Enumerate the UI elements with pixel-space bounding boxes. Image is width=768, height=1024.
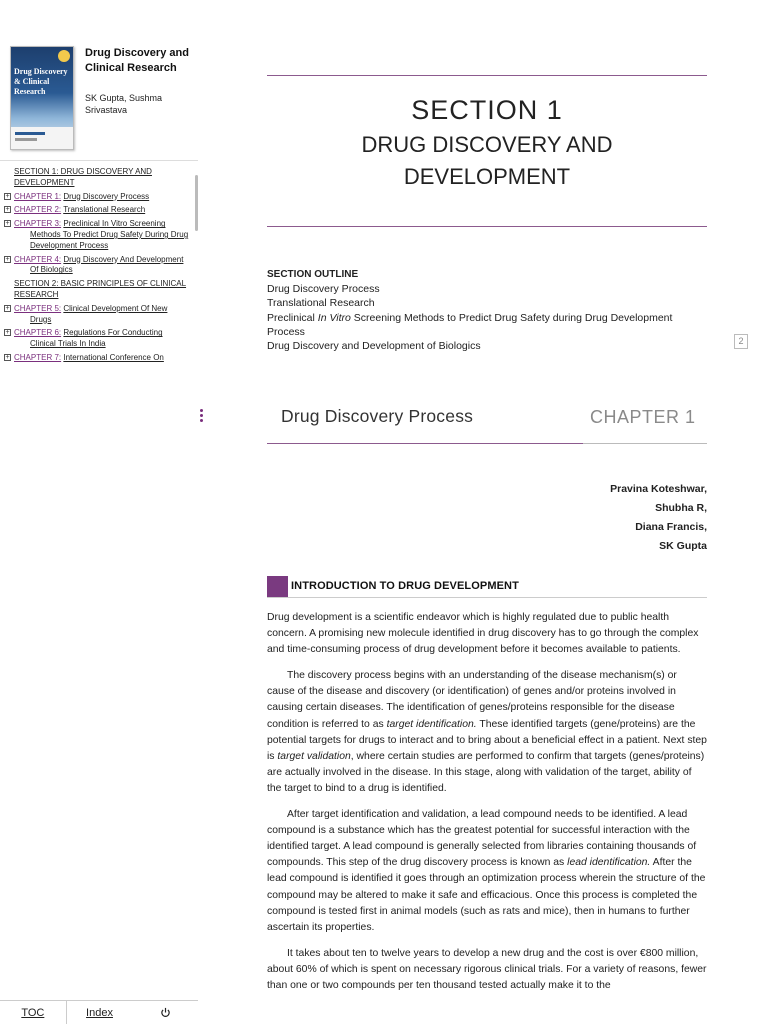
- chapter-body: [267, 610, 707, 1004]
- intro-heading: INTRODUCTION TO DRUG DEVELOPMENT: [291, 580, 519, 592]
- toc-chapter-4[interactable]: + CHAPTER 4: Drug Discovery And Development Of Biologics: [5, 254, 184, 275]
- book-title: Drug Discovery and Clinical Research: [85, 47, 189, 74]
- section-number: SECTION 1: [411, 95, 563, 125]
- expand-icon[interactable]: +: [5, 206, 10, 214]
- cover-title: Drug Discovery & Clinical Research: [14, 67, 68, 96]
- author-name: SK Gupta: [659, 540, 707, 552]
- toc-chapter-6[interactable]: + CHAPTER 6: Regulations For Conducting Clinical Trials In India: [5, 328, 163, 349]
- outline-item: Preclinical In Vitro Screening Methods to Predict Drug Safety during Drug Development Process: [267, 311, 673, 338]
- book-authors: SK Gupta, Sushma Srivastava: [85, 93, 163, 115]
- outline-item: Translational Research: [267, 297, 375, 310]
- expand-icon[interactable]: +: [5, 304, 10, 312]
- bottom-nav: [0, 1000, 198, 1024]
- paragraph: The discovery process begins with an understanding of the disease mechanism(s) or cause of the disease and discovery (or identification) of genes and/or proteins involved in causing certain diseases. The identification of genes/proteins responsible for the disease condition is referred to as target identification. These identified targets (gene/proteins) are the potential targets for drugs to interact and to bring about a beneficial effect in a patient. Next step is target validation, where certain studies are performed to confirm that targets (genes/proteins) are actually involved in the disease. In this stage, along with validation of the target, ability of the target to bind to a drug is identified.: [267, 670, 707, 794]
- outline-item: Drug Discovery Process: [267, 283, 380, 296]
- paragraph: It takes about ten to twelve years to develop a new drug and the cost is over €800 million, about 60% of which is spent on necessary rigorous clinical trials. For a variety of reasons, fewer than one or two compounds per ten thousand tested actually make it to the: [267, 947, 707, 991]
- outline-heading: SECTION OUTLINE: [267, 269, 359, 280]
- heading-marker-icon: [267, 576, 288, 597]
- cover-footer: [11, 127, 73, 149]
- expand-icon[interactable]: +: [5, 255, 10, 263]
- expand-icon[interactable]: +: [5, 220, 10, 228]
- toc-chapter-2[interactable]: + CHAPTER 2: Translational Research: [5, 205, 146, 215]
- toc-panel[interactable]: [0, 160, 198, 364]
- sidebar: [0, 0, 200, 1024]
- toc-chapter-3[interactable]: + CHAPTER 3: Preclinical In Vitro Screening Methods To Predict Drug Safety During Drug Development Process: [5, 219, 189, 250]
- toc-section-1[interactable]: SECTION 1: DRUG DISCOVERY AND DEVELOPMENT: [14, 167, 152, 187]
- expand-icon[interactable]: +: [5, 329, 10, 337]
- power-button[interactable]: [132, 1001, 198, 1024]
- book-info: [8, 44, 198, 158]
- chapter-title: Drug Discovery Process: [281, 406, 474, 426]
- toc-section-2[interactable]: SECTION 2: BASIC PRINCIPLES OF CLINICAL RESEARCH: [14, 279, 187, 299]
- chapter-authors: [467, 480, 707, 556]
- author-name: Pravina Koteshwar,: [610, 483, 707, 495]
- author-name: Diana Francis,: [635, 521, 707, 533]
- section-rule-top: [267, 75, 707, 76]
- edition-badge-icon: [58, 50, 70, 62]
- power-icon: [160, 1007, 171, 1018]
- section-title: DRUG DISCOVERY AND DEVELOPMENT: [361, 132, 613, 189]
- toc-chapter-1[interactable]: + CHAPTER 1: Drug Discovery Process: [5, 191, 150, 201]
- author-name: Shubha R,: [655, 502, 707, 514]
- expand-icon[interactable]: +: [5, 192, 10, 200]
- section-outline: [267, 268, 707, 353]
- index-tab[interactable]: Index: [86, 1007, 113, 1019]
- book-cover[interactable]: [10, 46, 74, 150]
- more-options-icon[interactable]: [200, 409, 204, 425]
- chapter-rule: [267, 443, 583, 444]
- toc-chapter-5[interactable]: + CHAPTER 5: Clinical Development Of New Drugs: [5, 303, 168, 324]
- toc-tab[interactable]: TOC: [0, 1001, 67, 1024]
- outline-item: Drug Discovery and Development of Biologics: [267, 340, 481, 353]
- page-number: 2: [734, 334, 748, 349]
- expand-icon[interactable]: +: [5, 354, 10, 362]
- chapter-label: CHAPTER 1: [590, 407, 696, 427]
- paragraph: After target identification and validation, a lead compound needs to be identified. A lead compound is a substance which has the greatest potential for successful interaction with the identified target. A lead compound is generally selected from libraries containing thousands of compounds. This step of the drug discovery process is known as lead identification. After the lead compound is identified it goes through an optimization process wherein the structure of the compound may be altered to make it safe and efficacious. Once this process is completed the compound is tested first in animal models (such as rats and mice), then in humans to further ascertain its properties.: [267, 809, 706, 933]
- intro-heading-bar: [267, 576, 707, 598]
- paragraph: Drug development is a scientific endeavor which is highly regulated due to public health concern. A promising new molecule identified in drug discovery has to go through the complex and time-consuming process of drug development before it becomes available to patients.: [267, 612, 699, 656]
- chapter-rule-grey: [583, 443, 707, 444]
- toc-chapter-7[interactable]: + CHAPTER 7: International Conference On: [5, 353, 164, 363]
- section-rule-bottom: [267, 226, 707, 227]
